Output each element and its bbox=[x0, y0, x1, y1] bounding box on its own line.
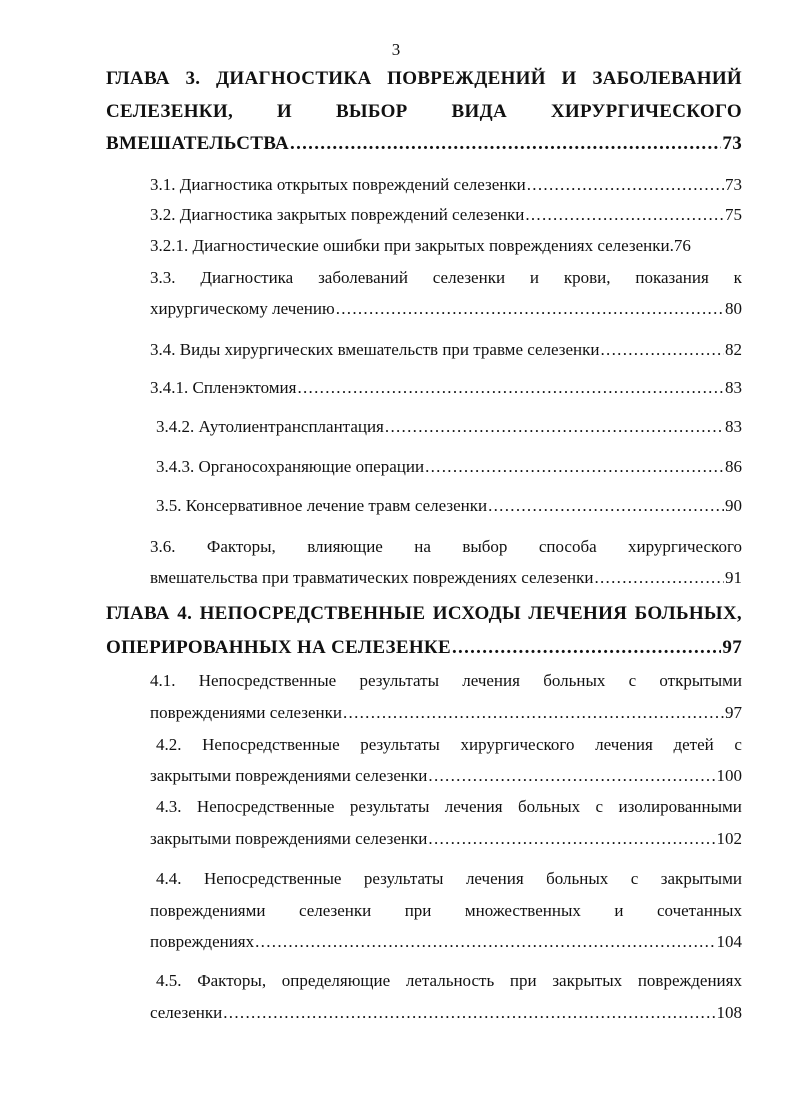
leader-dots bbox=[428, 828, 715, 850]
word: на bbox=[414, 537, 431, 556]
word: хирургического bbox=[628, 537, 742, 556]
word: хирургического bbox=[460, 735, 575, 754]
word: ЗАБОЛЕВАНИЙ bbox=[592, 68, 742, 89]
toc-entry-page: 100 bbox=[716, 766, 742, 785]
toc-entry-text: 3.2.1. Диагностические ошибки при закрытых повреждениях селезенки. bbox=[150, 236, 674, 255]
toc-entry-text: вмешательства при травматических повреждениях селезенки bbox=[150, 568, 594, 587]
word: ХИРУРГИЧЕСКОГО bbox=[550, 101, 742, 122]
toc-entry-text: 3.1. Диагностика открытых повреждений селезенки bbox=[150, 175, 526, 194]
word: с bbox=[628, 671, 637, 690]
toc-entry-page: 108 bbox=[716, 1003, 742, 1022]
word: ГЛАВА bbox=[106, 68, 170, 89]
toc-entry-text: 3.4.3. Органосохраняющие операции bbox=[156, 457, 425, 476]
word: ЛЕЧЕНИЯ bbox=[528, 603, 628, 624]
toc-entry-page: 80 bbox=[725, 299, 742, 318]
word: определяющие bbox=[281, 971, 391, 990]
word: ГЛАВА bbox=[106, 603, 170, 624]
word: результаты bbox=[363, 869, 444, 888]
word: И bbox=[561, 68, 577, 89]
leader-dots bbox=[452, 637, 721, 659]
word: показания bbox=[635, 268, 709, 287]
toc-entry-3-6-line-1 bbox=[150, 536, 742, 558]
word: СЕЛЕЗЕНКИ, bbox=[106, 101, 233, 122]
word: Непосредственные bbox=[198, 671, 337, 690]
toc-entry-3-4-1 bbox=[150, 377, 742, 399]
toc-entry-text: 3.4. Виды хирургических вмешательств при травме селезенки bbox=[150, 340, 600, 359]
toc-entry-4-4-line-3 bbox=[150, 931, 742, 953]
leader-dots bbox=[488, 495, 724, 517]
word: результаты bbox=[349, 797, 430, 816]
word: с bbox=[630, 869, 639, 888]
word: при bbox=[404, 901, 432, 920]
leader-dots bbox=[297, 377, 724, 399]
word: ДИАГНОСТИКА bbox=[216, 68, 372, 89]
leader-dots bbox=[594, 567, 724, 589]
chapter-3-page: 73 bbox=[722, 133, 742, 154]
word: изолированными bbox=[618, 797, 742, 816]
word: Непосредственные bbox=[202, 735, 340, 754]
chapter-4-title-line-2 bbox=[106, 637, 742, 659]
word: и bbox=[614, 901, 624, 920]
word: результаты bbox=[360, 735, 440, 754]
word: с bbox=[595, 797, 604, 816]
word: 4. bbox=[177, 603, 193, 624]
leader-dots bbox=[527, 174, 724, 196]
word: закрытых bbox=[552, 971, 623, 990]
toc-entry-text: хирургическому лечению bbox=[150, 299, 335, 318]
leader-dots bbox=[425, 456, 724, 478]
word: 3.3. bbox=[150, 268, 176, 287]
toc-entry-text: селезенки bbox=[150, 1003, 223, 1022]
word: 4.4. bbox=[156, 869, 182, 888]
chapter-3-title-line-2 bbox=[106, 101, 742, 123]
word: больных bbox=[546, 869, 609, 888]
leader-dots bbox=[385, 416, 724, 438]
chapter-4-page: 97 bbox=[722, 637, 742, 658]
word: повреждениями bbox=[150, 901, 266, 920]
toc-entry-text: 3.2. Диагностика закрытых повреждений селезенки bbox=[150, 205, 525, 224]
toc-entry-3-5 bbox=[156, 495, 742, 517]
word: НЕПОСРЕДСТВЕННЫЕ bbox=[199, 603, 426, 624]
word: Факторы, bbox=[206, 537, 276, 556]
toc-entry-3-1 bbox=[150, 174, 742, 196]
toc-entry-4-3-line-1 bbox=[156, 796, 742, 818]
toc-entry-3-3-line-1 bbox=[150, 267, 742, 289]
word: к bbox=[733, 268, 742, 287]
toc-entry-page: 90 bbox=[725, 496, 742, 515]
word: 4.3. bbox=[156, 797, 182, 816]
chapter-3-title-text: ВМЕШАТЕЛЬСТВА bbox=[106, 133, 290, 154]
word: Факторы, bbox=[197, 971, 267, 990]
word: 4.1. bbox=[150, 671, 176, 690]
word: результаты bbox=[359, 671, 439, 690]
word: закрытыми bbox=[660, 869, 742, 888]
toc-entry-4-1-line-1 bbox=[150, 670, 742, 692]
toc-entry-text: 3.5. Консервативное лечение травм селезенки bbox=[156, 496, 488, 515]
leader-dots bbox=[525, 204, 724, 226]
toc-entry-3-4-3 bbox=[156, 456, 742, 478]
word: Непосредственные bbox=[203, 869, 342, 888]
word: 3.6. bbox=[150, 537, 176, 556]
word: лечения bbox=[444, 797, 503, 816]
toc-entry-4-4-line-2 bbox=[150, 900, 742, 922]
toc-entry-page: 83 bbox=[725, 417, 742, 436]
word: детей bbox=[673, 735, 714, 754]
toc-entry-text: повреждениями селезенки bbox=[150, 703, 342, 722]
toc-entry-page: 91 bbox=[725, 568, 742, 587]
word: селезенки bbox=[432, 268, 506, 287]
toc-entry-3-2-1 bbox=[150, 235, 742, 257]
word: лечения bbox=[595, 735, 653, 754]
word: 3. bbox=[185, 68, 201, 89]
toc-entry-page: 102 bbox=[716, 829, 742, 848]
toc-entry-3-2 bbox=[150, 204, 742, 226]
word: открытыми bbox=[659, 671, 742, 690]
toc-entry-3-3-line-2 bbox=[150, 298, 742, 320]
word: Непосредственные bbox=[196, 797, 335, 816]
chapter-4-title-text: ОПЕРИРОВАННЫХ НА СЕЛЕЗЕНКЕ bbox=[106, 637, 451, 658]
word: 4.5. bbox=[156, 971, 182, 990]
toc-entry-text: 3.4.1. Спленэктомия bbox=[150, 378, 297, 397]
toc-entry-text: 3.4.2. Аутолиентрансплантация bbox=[156, 417, 384, 436]
toc-entry-page: 82 bbox=[725, 340, 742, 359]
word: сочетанных bbox=[656, 901, 742, 920]
page-number: 3 bbox=[391, 40, 401, 59]
word: заболеваний bbox=[318, 268, 408, 287]
word: влияющие bbox=[307, 537, 383, 556]
toc-entry-4-1-line-2 bbox=[150, 702, 742, 724]
toc-entry-4-3-line-2 bbox=[150, 828, 742, 850]
word: БОЛЬНЫХ, bbox=[634, 603, 742, 624]
word: больных bbox=[517, 797, 581, 816]
chapter-4-title-line-1 bbox=[106, 603, 742, 625]
word: 4.2. bbox=[156, 735, 182, 754]
toc-entry-page: 104 bbox=[716, 932, 742, 951]
toc-entry-4-4-line-1 bbox=[156, 868, 742, 890]
toc-entry-text: повреждениях bbox=[150, 932, 255, 951]
toc-entry-text: закрытыми повреждениями селезенки bbox=[150, 829, 428, 848]
word: и bbox=[529, 268, 540, 287]
word: множественных bbox=[464, 901, 581, 920]
word: ВИДА bbox=[451, 101, 507, 122]
word: повреждениях bbox=[637, 971, 742, 990]
toc-entry-3-4-2 bbox=[156, 416, 742, 438]
word: с bbox=[734, 735, 742, 754]
toc-entry-page: 97 bbox=[725, 703, 742, 722]
chapter-3-title-line-1 bbox=[106, 68, 742, 90]
leader-dots bbox=[601, 339, 725, 361]
word: больных bbox=[543, 671, 606, 690]
chapter-3-title-line-3 bbox=[106, 133, 742, 155]
toc-entry-4-5-line-1 bbox=[156, 970, 742, 992]
word: летальность bbox=[405, 971, 495, 990]
word: при bbox=[509, 971, 537, 990]
word: выбор bbox=[462, 537, 508, 556]
word: селезенки bbox=[298, 901, 372, 920]
word: ПОВРЕЖДЕНИЙ bbox=[387, 68, 546, 89]
word: способа bbox=[538, 537, 597, 556]
leader-dots bbox=[336, 298, 724, 320]
leader-dots bbox=[223, 1002, 715, 1024]
toc-entry-page: 76 bbox=[673, 236, 691, 255]
leader-dots bbox=[343, 702, 724, 724]
word: лечения bbox=[465, 869, 524, 888]
word: И bbox=[276, 101, 293, 122]
word: ВЫБОР bbox=[335, 101, 408, 122]
word: ИСХОДЫ bbox=[432, 603, 521, 624]
word: лечения bbox=[462, 671, 520, 690]
toc-entry-text: закрытыми повреждениями селезенки bbox=[150, 766, 428, 785]
toc-entry-3-6-line-2 bbox=[150, 567, 742, 589]
toc-entry-page: 86 bbox=[725, 457, 742, 476]
leader-dots bbox=[428, 765, 715, 787]
toc-entry-page: 83 bbox=[725, 378, 742, 397]
toc-entry-4-2-line-1 bbox=[156, 734, 742, 756]
toc-entry-page: 73 bbox=[725, 175, 742, 194]
toc-entry-4-5-line-2 bbox=[150, 1002, 742, 1024]
toc-entry-3-4 bbox=[150, 339, 742, 361]
word: крови, bbox=[563, 268, 611, 287]
leader-dots bbox=[255, 931, 715, 953]
leader-dots bbox=[290, 133, 721, 155]
toc-entry-page: 75 bbox=[725, 205, 742, 224]
toc-entry-4-2-line-2 bbox=[150, 765, 742, 787]
word: Диагностика bbox=[200, 268, 294, 287]
